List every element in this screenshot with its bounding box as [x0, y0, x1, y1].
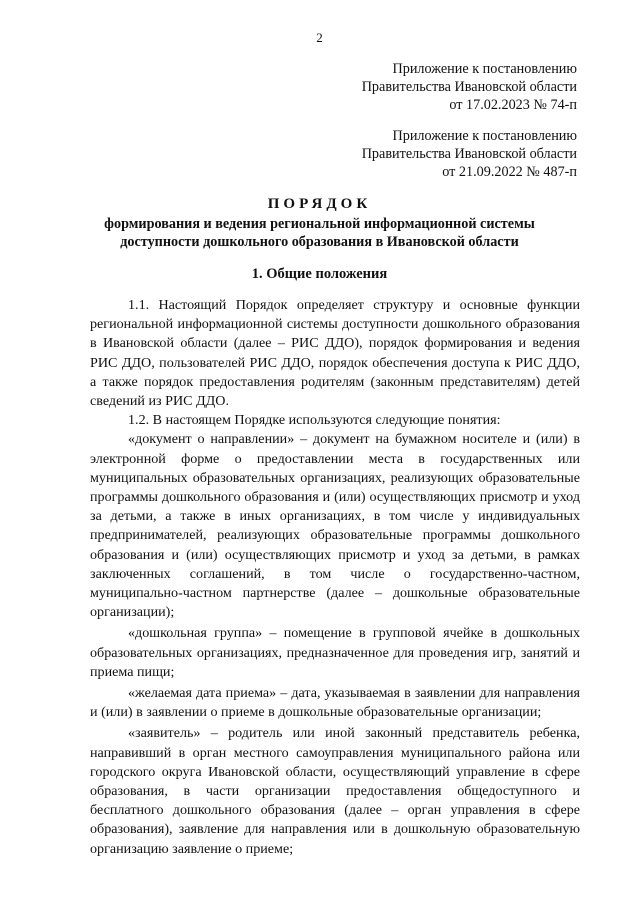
definition-doshkolnaya-gruppa: «дошкольная группа» – помещение в групповой ячейке в дошкольных образовательных организациях, предназначенное для проведения игр, занятий и приема пищи;: [90, 625, 580, 680]
document-subtitle: [60, 215, 579, 251]
definition-document-o-napravlenii: «документ о направлении» – документ на бумажном носителе и (или) в электронной форме о предоставлении места в государственных или муниципальных образовательных организациях, реализующих образовательные программы дошкольного образования и (или) осуществляющих присмотр и уход за детьми, а также в иных организациях, в том числе у индивидуальных предпринимателей, реализующих образовательные программы дошкольного образования и (или) осуществляющих присмотр и уход за детьми, в рамках заключенных соглашений, в том числе о государственно-частном, муниципально-частном партнерстве (далее – дошкольные образовательные организации);: [90, 431, 580, 621]
definition-zhelaemaya-data-priema: «желаемая дата приема» – дата, указываемая в заявлении для направления и (или) в заявлении о приеме в дошкольные образовательные организации;: [90, 685, 580, 721]
appendix-note-1: [362, 60, 577, 114]
appendix-note-1-line-1: Приложение к постановлению: [392, 61, 577, 77]
page-number: 2: [316, 30, 323, 45]
section-heading: 1. Общие положения: [251, 266, 388, 282]
document-subtitle-line-2: доступности дошкольного образования в Ивановской области: [120, 234, 519, 250]
document-title: ПОРЯДОК: [267, 196, 372, 212]
appendix-note-2: [362, 127, 577, 181]
appendix-note-1-line-3: от 17.02.2023 № 74-п: [449, 97, 577, 113]
document-subtitle-line-1: формирования и ведения региональной информационной системы: [104, 216, 535, 232]
paragraph-1-2: 1.2. В настоящем Порядке используются следующие понятия:: [128, 412, 501, 429]
paragraph-1-1: 1.1. Настоящий Порядок определяет структуру и основные функции региональной информационной системы доступности дошкольного образования в Ивановской области (далее – РИС ДДО), порядок формирования и ведения РИС ДДО, пользователей РИС ДДО, порядок обеспечения доступа к РИС ДДО, а также порядок предоставления родителям (законным представителям) детей сведений из РИС ДДО.: [90, 297, 580, 410]
appendix-note-2-line-3: от 21.09.2022 № 487-п: [442, 164, 577, 180]
definition-zayavitel: «заявитель» – родитель или иной законный представитель ребенка, направивший в орган местного самоуправления муниципального района или городского округа Ивановской области, осуществляющий управление в сфере образования, в части организации предоставления общедоступного и бесплатного дошкольного образования (далее – орган управления в сфере образования), заявление для направления или в дошкольную образовательную организацию заявление о приеме;: [90, 725, 580, 857]
appendix-note-2-line-1: Приложение к постановлению: [392, 128, 577, 144]
appendix-note-1-line-2: Правительства Ивановской области: [361, 79, 577, 95]
appendix-note-2-line-2: Правительства Ивановской области: [361, 146, 577, 162]
document-body: [90, 296, 580, 859]
